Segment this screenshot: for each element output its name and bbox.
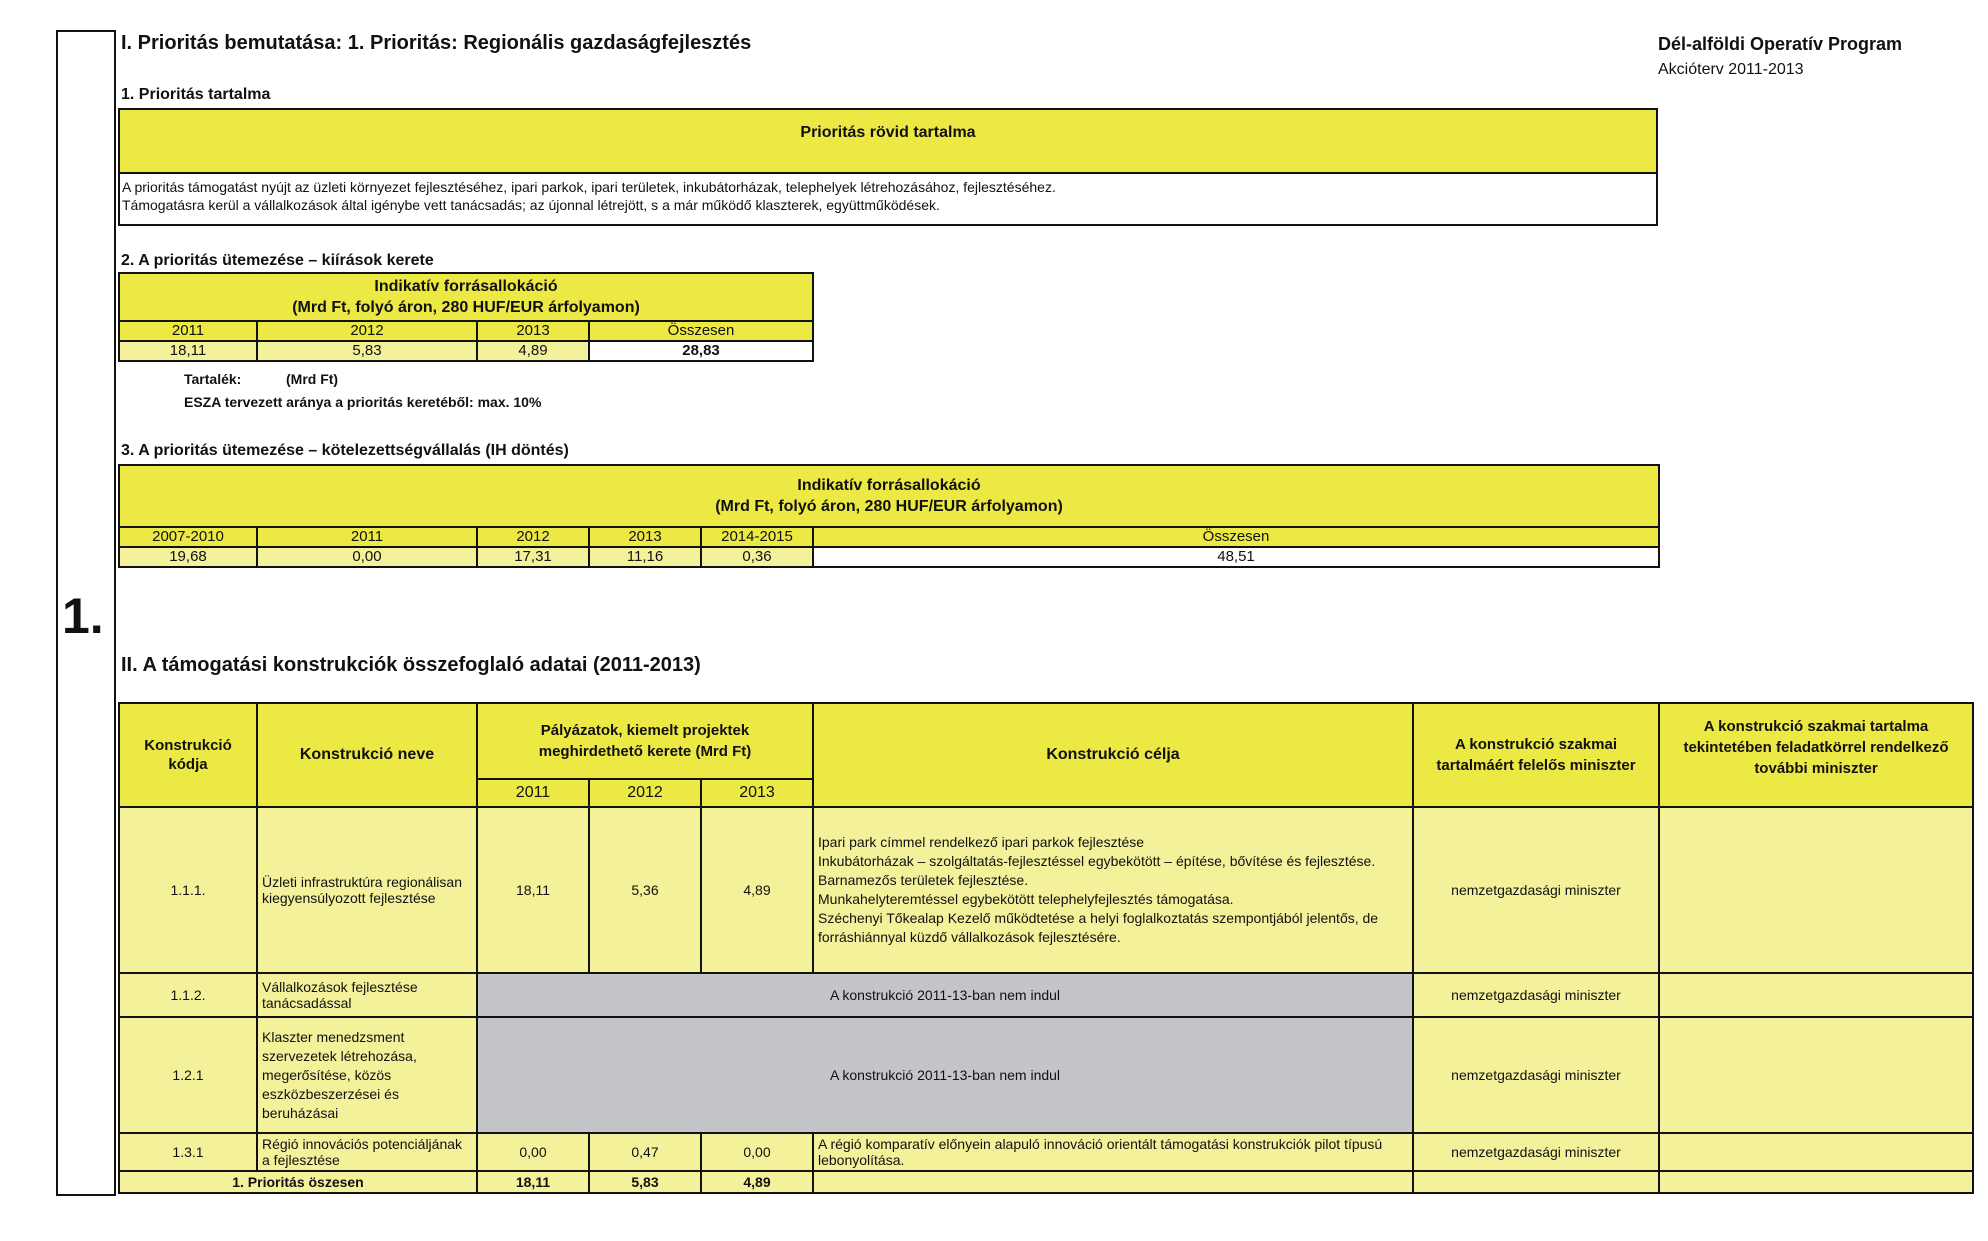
total-value: 18,11	[477, 1171, 589, 1193]
section2-table	[118, 272, 814, 362]
alloc-title: Indikatív forrásallokáció	[797, 477, 981, 494]
row-name: Régió innovációs potenciáljának a fejlesztése	[257, 1133, 477, 1171]
esza-note: ESZA tervezett aránya a prioritás keretéből: max. 10%	[184, 394, 542, 410]
header-code: Konstrukció kódja	[119, 703, 257, 807]
section3-alloc-header	[119, 465, 1659, 527]
row-name: Klaszter menedzsment szervezetek létrehozása, megerősítése, közös eszközbeszerzései és beruházásai	[257, 1017, 477, 1133]
page-title: I. Prioritás bemutatása: 1. Prioritás: Regionális gazdaságfejlesztés	[121, 32, 752, 54]
total-value: 4,89	[701, 1171, 813, 1193]
year-value: 19,68	[119, 547, 257, 567]
year-header: 2011	[119, 321, 257, 341]
section1-heading: 1. Prioritás tartalma	[121, 86, 271, 103]
row-value: 0,00	[701, 1133, 813, 1171]
total-value: 5,83	[589, 1171, 701, 1193]
row-code: 1.1.2.	[119, 973, 257, 1017]
total-header: Összesen	[813, 527, 1659, 547]
alloc-subtitle: (Mrd Ft, folyó áron, 280 HUF/EUR árfolyamon)	[292, 299, 640, 316]
total-value: 28,83	[589, 341, 813, 361]
row-other-minister	[1659, 1133, 1973, 1171]
section2-heading: 2. A prioritás ütemezése – kiírások kerete	[121, 252, 434, 269]
side-number: 1.	[62, 588, 104, 644]
header-other-minister: A konstrukció szakmai tartalma tekintetében feladatkörrel rendelkező további miniszter	[1659, 703, 1973, 807]
section-ii-heading: II. A támogatási konstrukciók összefoglaló adatai (2011-2013)	[121, 654, 701, 676]
total-header: Összesen	[589, 321, 813, 341]
header-budget: Pályázatok, kiemelt projektek meghirdethető kerete (Mrd Ft)	[477, 703, 813, 779]
row-code: 1.1.1.	[119, 807, 257, 973]
row-minister: nemzetgazdasági miniszter	[1413, 1133, 1659, 1171]
section3-table	[118, 464, 1660, 568]
total-goal	[813, 1171, 1413, 1193]
year-header: 2014-2015	[701, 527, 813, 547]
row-minister: nemzetgazdasági miniszter	[1413, 1017, 1659, 1133]
section1-title: Prioritás rövid tartalma	[800, 124, 976, 141]
row-not-started: A konstrukció 2011-13-ban nem indul	[477, 1017, 1413, 1133]
table-row	[119, 807, 1973, 973]
row-minister: nemzetgazdasági miniszter	[1413, 973, 1659, 1017]
row-other-minister	[1659, 973, 1973, 1017]
header-year: 2013	[701, 779, 813, 807]
row-other-minister	[1659, 1017, 1973, 1133]
row-value: 5,36	[589, 807, 701, 973]
year-header: 2012	[257, 321, 477, 341]
reserve-unit: (Mrd Ft)	[286, 371, 339, 387]
total-other-minister	[1659, 1171, 1973, 1193]
header-year: 2012	[589, 779, 701, 807]
row-not-started: A konstrukció 2011-13-ban nem indul	[477, 973, 1413, 1017]
alloc-subtitle: (Mrd Ft, folyó áron, 280 HUF/EUR árfolyamon)	[715, 498, 1063, 515]
program-name: Dél-alföldi Operatív Program	[1658, 34, 1903, 54]
row-name: Vállalkozások fejlesztése tanácsadással	[257, 973, 477, 1017]
row-code: 1.2.1	[119, 1017, 257, 1133]
reserve-label: Tartalék:	[184, 371, 242, 387]
section3-heading: 3. A prioritás ütemezése – kötelezettségvállalás (IH döntés)	[121, 442, 569, 459]
constructions-table	[118, 702, 1974, 1194]
row-name: Üzleti infrastruktúra regionálisan kiegyensúlyozott fejlesztése	[257, 807, 477, 973]
row-value: 4,89	[701, 807, 813, 973]
goal-line: Munkahelyteremtéssel egybekötött telephelyfejlesztés támogatása.	[818, 891, 1234, 907]
year-value: 4,89	[477, 341, 589, 361]
table-row	[119, 1133, 1973, 1171]
program-subtitle: Akcióterv 2011-2013	[1658, 61, 1804, 78]
year-header: 2011	[257, 527, 477, 547]
year-header: 2013	[477, 321, 589, 341]
row-value: 18,11	[477, 807, 589, 973]
total-value: 48,51	[813, 547, 1659, 567]
header-goal: Konstrukció célja	[813, 703, 1413, 807]
goal-line: Széchenyi Tőkealap Kezelő működtetése a helyi foglalkoztatás szempontjából jelentős, de forráshiánnyal küzdő vállalkozások fejlesztésére.	[818, 910, 1379, 945]
section2-alloc-header	[119, 273, 813, 321]
goal-line: Barnamezős területek fejlesztése.	[818, 872, 1029, 888]
year-value: 11,16	[589, 547, 701, 567]
total-row	[119, 1171, 1973, 1193]
row-code: 1.3.1	[119, 1133, 257, 1171]
alloc-title: Indikatív forrásallokáció	[374, 278, 558, 295]
header-minister: A konstrukció szakmai tartalmáért felelős miniszter	[1413, 703, 1659, 807]
row-other-minister	[1659, 807, 1973, 973]
row-value: 0,47	[589, 1133, 701, 1171]
section1-line: Támogatásra kerül a vállalkozások által igénybe vett tanácsadás; az újonnal létrejött, s a már működő klaszterek, együttműködések.	[122, 197, 940, 213]
section1-line: A prioritás támogatást nyújt az üzleti környezet fejlesztéséhez, ipari parkok, ipari területek, inkubátorházak, telephelyek létrehozásához, fejlesztéséhez.	[122, 179, 1056, 195]
goal-line: Ipari park címmel rendelkező ipari parkok fejlesztése	[818, 834, 1145, 850]
year-header: 2013	[589, 527, 701, 547]
header-year: 2011	[477, 779, 589, 807]
year-value: 0,36	[701, 547, 813, 567]
year-value: 17,31	[477, 547, 589, 567]
year-header: 2007-2010	[119, 527, 257, 547]
header-name: Konstrukció neve	[257, 703, 477, 807]
row-goal: A régió komparatív előnyein alapuló innováció orientált támogatási konstrukciók pilot típusú lebonyolítása.	[813, 1133, 1413, 1171]
goal-line: Inkubátorházak – szolgáltatás-fejlesztéssel egybekötött – építése, bővítése és fejlesztése.	[818, 853, 1376, 869]
year-header: 2012	[477, 527, 589, 547]
total-label: 1. Prioritás öszesen	[119, 1171, 477, 1193]
year-value: 5,83	[257, 341, 477, 361]
row-minister: nemzetgazdasági miniszter	[1413, 807, 1659, 973]
year-value: 18,11	[119, 341, 257, 361]
row-goal	[813, 807, 1413, 973]
total-minister	[1413, 1171, 1659, 1193]
table-row	[119, 973, 1973, 1017]
row-value: 0,00	[477, 1133, 589, 1171]
section1-title-box	[118, 108, 1658, 174]
year-value: 0,00	[257, 547, 477, 567]
section1-content-box	[118, 172, 1658, 226]
table-row	[119, 1017, 1973, 1133]
